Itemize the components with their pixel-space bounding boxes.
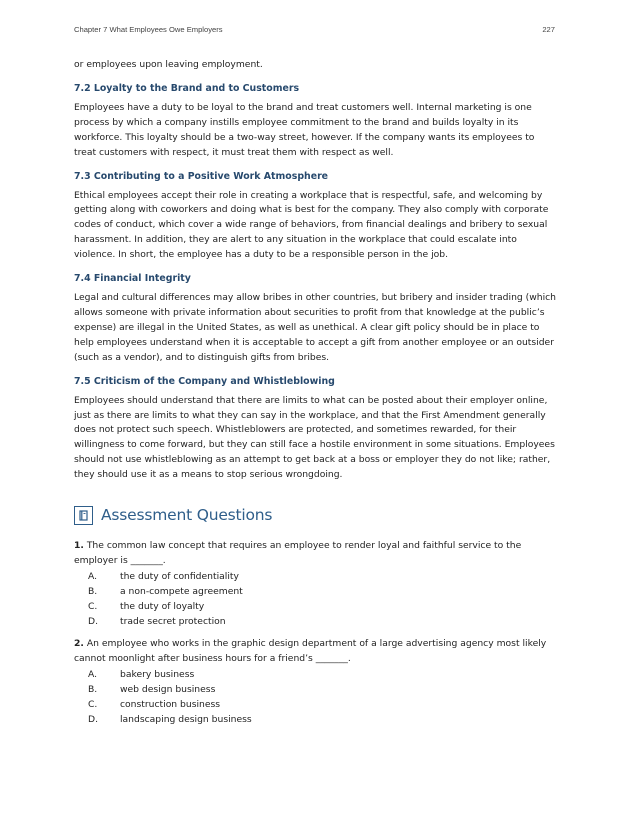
chapter-title: Chapter 7 What Employees Owe Employers bbox=[74, 25, 223, 34]
answer-option bbox=[74, 683, 556, 698]
section-heading: 7.3 Contributing to a Positive Work Atmosphere bbox=[74, 170, 329, 182]
option-text: construction business bbox=[120, 699, 221, 710]
option-text: trade secret protection bbox=[120, 615, 226, 627]
answer-options bbox=[74, 570, 556, 630]
question-prompt: An employee who works in the graphic design department of a large advertising agency most likely cannot moonlight after business hours for a friend’s _______. bbox=[74, 638, 547, 665]
option-letter: A. bbox=[88, 669, 98, 681]
option-text: landscaping design business bbox=[120, 713, 252, 725]
section-body: Ethical employees accept their role in creating a workplace that is respectful, safe, and welcoming by getting along with coworkers and doing what is best for the company. They also comply with corporate codes of conduct, which cover a wide range of behaviors, from financial dealings and bribery to sexual harassment. In addition, they are alert to any situation in the workplace that could escalate into violence. In short, the employee has a duty to be a responsible person in the job. bbox=[74, 189, 549, 261]
question-text bbox=[74, 637, 556, 667]
section-7-5 bbox=[74, 375, 556, 483]
option-letter: B. bbox=[88, 585, 98, 597]
page-number: 227 bbox=[542, 25, 555, 34]
book-icon bbox=[74, 506, 93, 525]
intro-line: or employees upon leaving employment. bbox=[74, 59, 263, 70]
assessment-title: Assessment Questions bbox=[101, 506, 273, 525]
assessment-header bbox=[74, 506, 556, 525]
section-7-4 bbox=[74, 272, 556, 366]
answer-option bbox=[74, 570, 556, 585]
section-body: Employees should understand that there are limits to what can be posted about their employer online, just as there are limits to what they can say in the workplace, and that the First Amendment generally does not protect such speech. Whistleblowers are protected, and sometimes rewarded, for their willingness to come forward, but they can still face a hostile environment in some situations. Employees should not use whistleblowing as an attempt to get back at a boss or employer they do not like; rather, they should use it as a means to stop serious wrongdoing. bbox=[74, 394, 555, 481]
section-body: Legal and cultural differences may allow bribes in other countries, but bribery and insider trading (which allows someone with private information about securities to profit from that knowledge at the public’s expense) are illegal in the United States, as well as unethical. A clear gift policy should be in place to help employees understand when it is acceptable to accept a gift from another employee or an outsider (such as a vendor), and to distinguish gifts from bribes. bbox=[74, 292, 556, 363]
option-letter: D. bbox=[88, 615, 98, 627]
answer-option bbox=[74, 615, 556, 630]
question-number: 2. bbox=[74, 638, 84, 650]
question-number: 1. bbox=[74, 540, 84, 552]
question-1 bbox=[74, 539, 556, 629]
question-prompt: The common law concept that requires an employee to render loyal and faithful service to the employer is _______. bbox=[74, 540, 522, 566]
answer-option bbox=[74, 585, 556, 600]
question-2 bbox=[74, 637, 556, 727]
section-7-3 bbox=[74, 170, 556, 264]
answer-option bbox=[74, 600, 556, 615]
section-heading: 7.2 Loyalty to the Brand and to Customers bbox=[74, 82, 300, 94]
option-letter: A. bbox=[88, 570, 98, 582]
section-body: Employees have a duty to be loyal to the brand and treat customers well. Internal marketing is one process by which a company instills employee commitment to the brand and builds loyalty in its workforce. This loyalty should be a two-way street, however. If the company wants its employees to treat customers with respect, it must treat them with respect as well. bbox=[74, 101, 535, 158]
answer-options bbox=[74, 668, 556, 728]
page-content bbox=[74, 58, 556, 736]
answer-option bbox=[74, 668, 556, 683]
option-text: a non-compete agreement bbox=[120, 585, 243, 597]
answer-option bbox=[74, 713, 556, 728]
running-header bbox=[74, 25, 555, 34]
answer-option bbox=[74, 698, 556, 713]
section-heading: 7.4 Financial Integrity bbox=[74, 273, 191, 285]
question-text bbox=[74, 539, 556, 569]
option-text: the duty of confidentiality bbox=[120, 570, 239, 582]
option-letter: C. bbox=[88, 699, 98, 710]
option-letter: D. bbox=[88, 713, 98, 725]
option-text: the duty of loyalty bbox=[120, 600, 205, 612]
option-text: bakery business bbox=[120, 669, 195, 681]
option-letter: B. bbox=[88, 684, 98, 696]
section-7-2 bbox=[74, 82, 556, 161]
option-letter: C. bbox=[88, 600, 98, 612]
option-text: web design business bbox=[120, 684, 216, 696]
section-heading: 7.5 Criticism of the Company and Whistleblowing bbox=[74, 375, 335, 387]
